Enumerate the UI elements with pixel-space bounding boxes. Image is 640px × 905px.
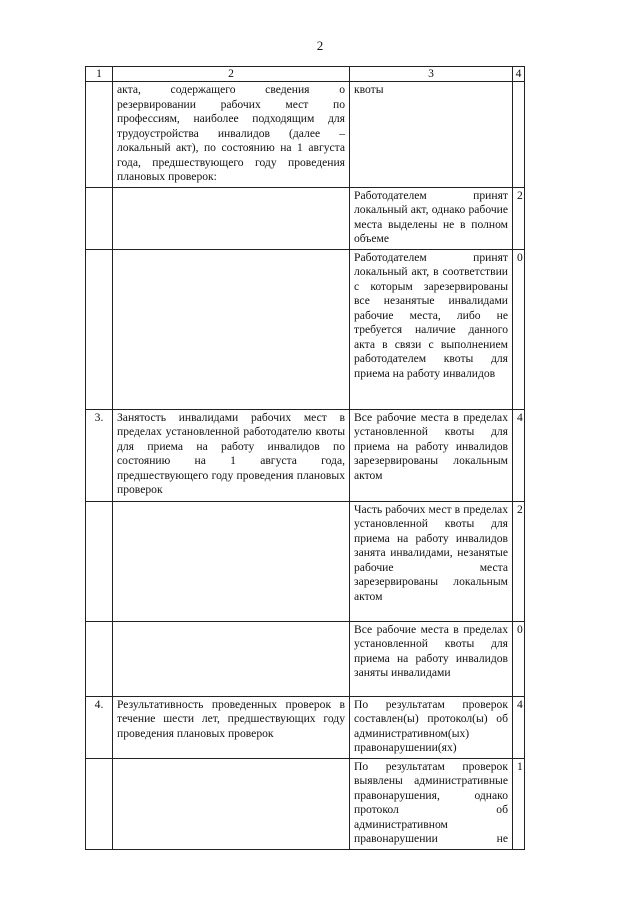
row-number: 4.: [86, 696, 113, 758]
score-cell: [513, 82, 525, 188]
criterion-cell: [113, 621, 350, 696]
score-cell: 1: [513, 758, 525, 849]
criterion-cell: [113, 501, 350, 621]
score-cell: 4: [513, 409, 525, 501]
header-col-1: 1: [86, 67, 113, 82]
score-cell: 4: [513, 696, 525, 758]
criterion-cell: Результативность проведенных проверок в течение шести лет, предшествующих году проведения плановых проверок: [113, 696, 350, 758]
condition-cell: Работодателем принят локальный акт, в соответствии с которым зарезервированы все незанятые инвалидами рабочие места, либо не требуется наличие данного акта в связи с выполнением работодателем квоты для приема на работу инвалидов: [350, 249, 513, 409]
criterion-cell: Занятость инвалидами рабочих мест в пределах установленной работодателю квоты для приема на работу инвалидов по состоянию на 1 августа года, предшествующего году проведения плановых проверок: [113, 409, 350, 501]
condition-cell: По результатам проверок выявлены административные правонарушения, однако протокол об административном правонарушении не: [350, 758, 513, 849]
table-row: [86, 187, 525, 249]
table-row: [86, 249, 525, 409]
criterion-cell: [113, 249, 350, 409]
header-row: [86, 67, 525, 82]
criterion-cell: [113, 758, 350, 849]
header-col-2: 2: [113, 67, 350, 82]
condition-cell: По результатам проверок составлен(ы) протокол(ы) об административном(ых) правонарушении(ях): [350, 696, 513, 758]
row-number: [86, 501, 113, 621]
score-cell: 0: [513, 249, 525, 409]
table-row: [86, 409, 525, 501]
criterion-cell: [113, 187, 350, 249]
condition-cell: Все рабочие места в пределах установленной квоты для приема на работу инвалидов зарезервированы локальным актом: [350, 409, 513, 501]
row-number: [86, 187, 113, 249]
score-cell: 0: [513, 621, 525, 696]
header-col-3: 3: [350, 67, 513, 82]
table-row: [86, 758, 525, 849]
row-number: [86, 758, 113, 849]
page-number: 2: [316, 38, 324, 53]
criterion-cell: акта, содержащего сведения о резервировании рабочих мест по профессиям, наиболее подходящим для трудоустройства инвалидов (далее – локальный акт), по состоянию на 1 августа года, предшествующего году проведения плановых проверок:: [113, 82, 350, 188]
criteria-table: [85, 66, 525, 850]
row-number: [86, 621, 113, 696]
score-cell: 2: [513, 501, 525, 621]
score-cell: 2: [513, 187, 525, 249]
table-row: [86, 696, 525, 758]
row-number: [86, 82, 113, 188]
condition-cell: Работодателем принят локальный акт, однако рабочие места выделены не в полном объеме: [350, 187, 513, 249]
table-row: [86, 501, 525, 621]
condition-cell: Часть рабочих мест в пределах установленной квоты для приема на работу инвалидов занята инвалидами, незанятые рабочие места зарезервированы локальным актом: [350, 501, 513, 621]
row-number: [86, 249, 113, 409]
table-row: [86, 621, 525, 696]
condition-cell: Все рабочие места в пределах установленной квоты для приема на работу инвалидов заняты инвалидами: [350, 621, 513, 696]
table-row: [86, 82, 525, 188]
header-col-4: 4: [513, 67, 525, 82]
row-number: 3.: [86, 409, 113, 501]
condition-cell: квоты: [350, 82, 513, 188]
